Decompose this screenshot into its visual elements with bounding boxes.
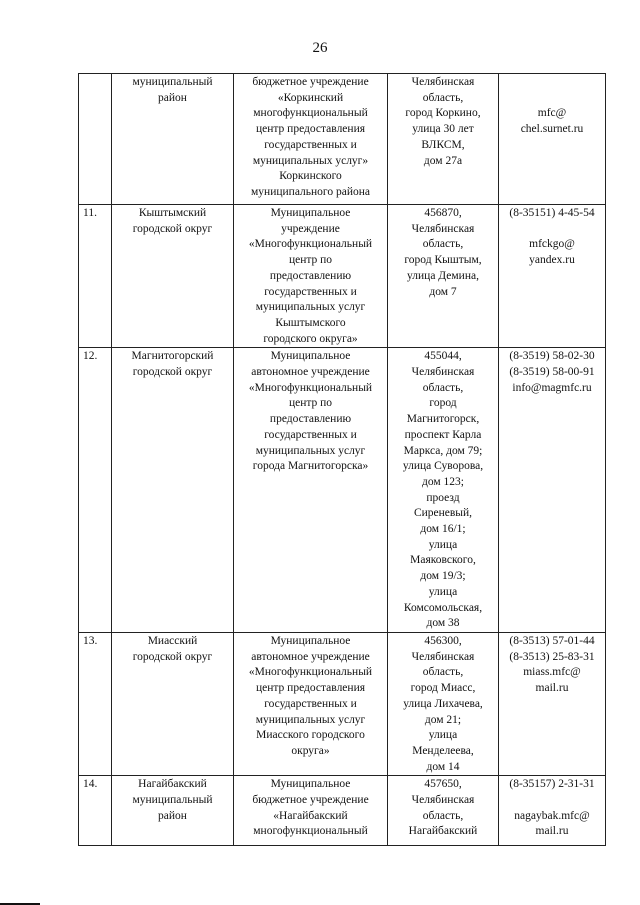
email-line: mail.ru — [535, 682, 569, 695]
address-line: дом 14 — [426, 760, 460, 773]
organization-line: государственных и — [264, 138, 357, 151]
organization-line: «Нагайбакский — [273, 809, 348, 822]
address-line: улица — [428, 585, 458, 598]
district-cell — [112, 205, 234, 348]
organization-line: муниципальных услуг — [255, 713, 366, 726]
organization-line: государственных и — [264, 428, 357, 441]
district-line: Миасский — [147, 634, 198, 647]
address-line: улица Суворова, — [402, 460, 484, 473]
registry-body — [79, 74, 606, 846]
organization-line: бюджетное учреждение — [252, 76, 369, 88]
organization-line: муниципальных услуг — [255, 301, 366, 314]
organization-line: многофункциональный — [253, 107, 368, 120]
organization-line: округа» — [291, 744, 330, 757]
organization-line: Коркинского — [279, 170, 342, 183]
district-line: городской округ — [132, 366, 213, 379]
address-line: улица — [428, 538, 458, 551]
organization-line: Муниципальное — [270, 778, 351, 791]
district-line: городской округ — [132, 222, 213, 235]
address-line: город — [429, 397, 457, 410]
blank-line — [501, 91, 603, 107]
organization-line: многофункциональный — [253, 825, 368, 838]
district-cell — [112, 74, 234, 205]
phone-line: (8-35151) 4-45-54 — [509, 207, 595, 219]
organization-line: Миасского городского — [256, 729, 365, 742]
district-line: район — [158, 809, 187, 822]
address-line: улица 30 лет — [412, 123, 474, 136]
contacts-cell — [499, 776, 606, 846]
email-line: chel.surnet.ru — [520, 123, 584, 136]
address-line: Менделеева, — [412, 744, 474, 757]
row-number-cell — [79, 348, 112, 633]
organization-line: «Многофункциональный — [248, 381, 373, 394]
contacts-cell — [499, 348, 606, 633]
address-line: Сиреневый, — [413, 507, 473, 520]
contacts-cell — [499, 74, 606, 205]
organization-line: бюджетное учреждение — [252, 794, 369, 807]
address-line: 457650, — [424, 778, 462, 791]
organization-line: Муниципальное — [270, 350, 351, 363]
row-number-cell — [79, 74, 112, 205]
row-number-cell — [79, 776, 112, 846]
row-number: 13. — [83, 634, 98, 647]
email-line: mfc@ — [537, 107, 567, 120]
address-cell — [388, 74, 499, 205]
address-line: Челябинская — [411, 366, 475, 379]
district-line: муниципальный — [132, 76, 213, 88]
address-cell — [388, 205, 499, 348]
district-line: Нагайбакский — [138, 778, 207, 791]
organization-line: автономное учреждение — [251, 650, 370, 663]
organization-line: государственных и — [264, 285, 357, 298]
address-line: ВЛКСМ, — [421, 138, 465, 151]
email-line: info@magmfc.ru — [512, 381, 592, 394]
address-cell — [388, 776, 499, 846]
address-line: дом 27а — [423, 154, 463, 167]
district-line: Магнитогорский — [131, 350, 214, 363]
row-number: 12. — [83, 350, 98, 363]
address-line: дом 38 — [426, 617, 460, 630]
organization-line: Муниципальное — [270, 207, 351, 219]
address-line: Челябинская — [411, 650, 475, 663]
email-line: nagaybak.mfc@ — [514, 809, 590, 822]
address-line: 456300, — [424, 634, 462, 647]
row-number: 14. — [83, 778, 98, 791]
address-line: область, — [422, 91, 464, 104]
address-line: область, — [422, 666, 464, 679]
address-line: Челябинская — [411, 76, 475, 88]
address-line: Маяковского, — [410, 554, 476, 567]
phone-line: (8-3519) 58-00-91 — [509, 366, 595, 379]
address-line: Челябинская — [411, 794, 475, 807]
district-line: Кыштымский — [138, 207, 207, 219]
address-line: дом 7 — [429, 285, 457, 298]
organization-line: государственных и — [264, 697, 357, 710]
email-line: mfckgo@ — [529, 238, 575, 251]
address-line: Нагайбакский — [408, 825, 478, 838]
organization-line: города Магнитогорска» — [252, 460, 369, 473]
address-cell — [388, 348, 499, 633]
address-line: Челябинская — [411, 222, 475, 235]
address-line: проезд — [426, 491, 460, 504]
organization-line: муниципальных услуг» — [252, 154, 369, 167]
table-row — [79, 776, 606, 846]
blank-line — [501, 75, 603, 91]
row-number: 11. — [83, 207, 97, 219]
district-cell — [112, 776, 234, 846]
organization-line: центр предоставления — [255, 682, 366, 695]
district-line: городской округ — [132, 650, 213, 663]
address-line: город Кыштым, — [404, 254, 482, 267]
address-line: город Миасс, — [410, 682, 476, 695]
organization-line: центр по — [288, 254, 333, 267]
address-line: 455044, — [424, 350, 462, 363]
mfc-registry-table — [78, 73, 606, 846]
organization-line: учреждение — [281, 222, 340, 235]
email-line: yandex.ru — [529, 254, 575, 267]
organization-line: центр по — [288, 397, 333, 410]
address-line: 456870, — [424, 207, 462, 219]
address-line: проспект Карла — [404, 428, 482, 441]
organization-line: предоставлению — [269, 269, 352, 282]
blank-line — [501, 222, 603, 238]
organization-line: автономное учреждение — [251, 366, 370, 379]
table-row — [79, 74, 606, 205]
address-line: дом 16/1; — [420, 523, 466, 536]
organization-line: «Многофункциональный — [248, 238, 373, 251]
page-number: 26 — [312, 40, 328, 56]
phone-line: (8-3513) 57-01-44 — [509, 634, 595, 647]
address-line: область, — [422, 238, 464, 251]
organization-line: муниципального района — [251, 185, 370, 198]
blank-line — [501, 793, 603, 809]
table-row — [79, 632, 606, 775]
phone-line: (8-35157) 2-31-31 — [509, 778, 595, 791]
organization-line: городского округа» — [263, 332, 358, 345]
district-line: район — [158, 91, 187, 104]
address-cell — [388, 632, 499, 775]
district-cell — [112, 348, 234, 633]
organization-line: предоставлению — [269, 413, 352, 426]
organization-line: муниципальных услуг — [255, 444, 366, 457]
row-number-cell — [79, 632, 112, 775]
address-line: улица — [428, 729, 458, 742]
email-line: miass.mfc@ — [523, 666, 581, 679]
address-line: дом 21; — [424, 713, 462, 726]
address-line: дом 123; — [422, 475, 464, 488]
district-cell — [112, 632, 234, 775]
address-line: город Коркино, — [405, 107, 481, 120]
organization-line: «Многофункциональный — [248, 666, 373, 679]
organization-line: Кыштымского — [275, 316, 346, 329]
table-row — [79, 205, 606, 348]
organization-cell — [234, 632, 388, 775]
address-line: область, — [422, 809, 464, 822]
contacts-cell — [499, 205, 606, 348]
address-line: область, — [422, 381, 464, 394]
address-line: улица Демина, — [407, 269, 479, 282]
email-line: mail.ru — [535, 825, 569, 838]
district-line: муниципальный — [132, 794, 213, 807]
organization-cell — [234, 776, 388, 846]
organization-line: «Коркинский — [277, 91, 344, 104]
organization-cell — [234, 74, 388, 205]
contacts-cell — [499, 632, 606, 775]
phone-line: (8-3519) 58-02-30 — [509, 350, 595, 363]
address-line: улица Лихачева, — [403, 697, 483, 710]
address-line: Маркса, дом 79; — [403, 444, 483, 457]
address-line: дом 19/3; — [420, 570, 466, 583]
phone-line: (8-3513) 25-83-31 — [509, 650, 595, 663]
organization-line: центр предоставления — [255, 123, 366, 136]
organization-cell — [234, 205, 388, 348]
organization-cell — [234, 348, 388, 633]
address-line: Магнитогорск, — [406, 413, 480, 426]
table-row — [79, 348, 606, 633]
organization-line: Муниципальное — [270, 634, 351, 647]
row-number-cell — [79, 205, 112, 348]
address-line: Комсомольская, — [403, 601, 483, 614]
